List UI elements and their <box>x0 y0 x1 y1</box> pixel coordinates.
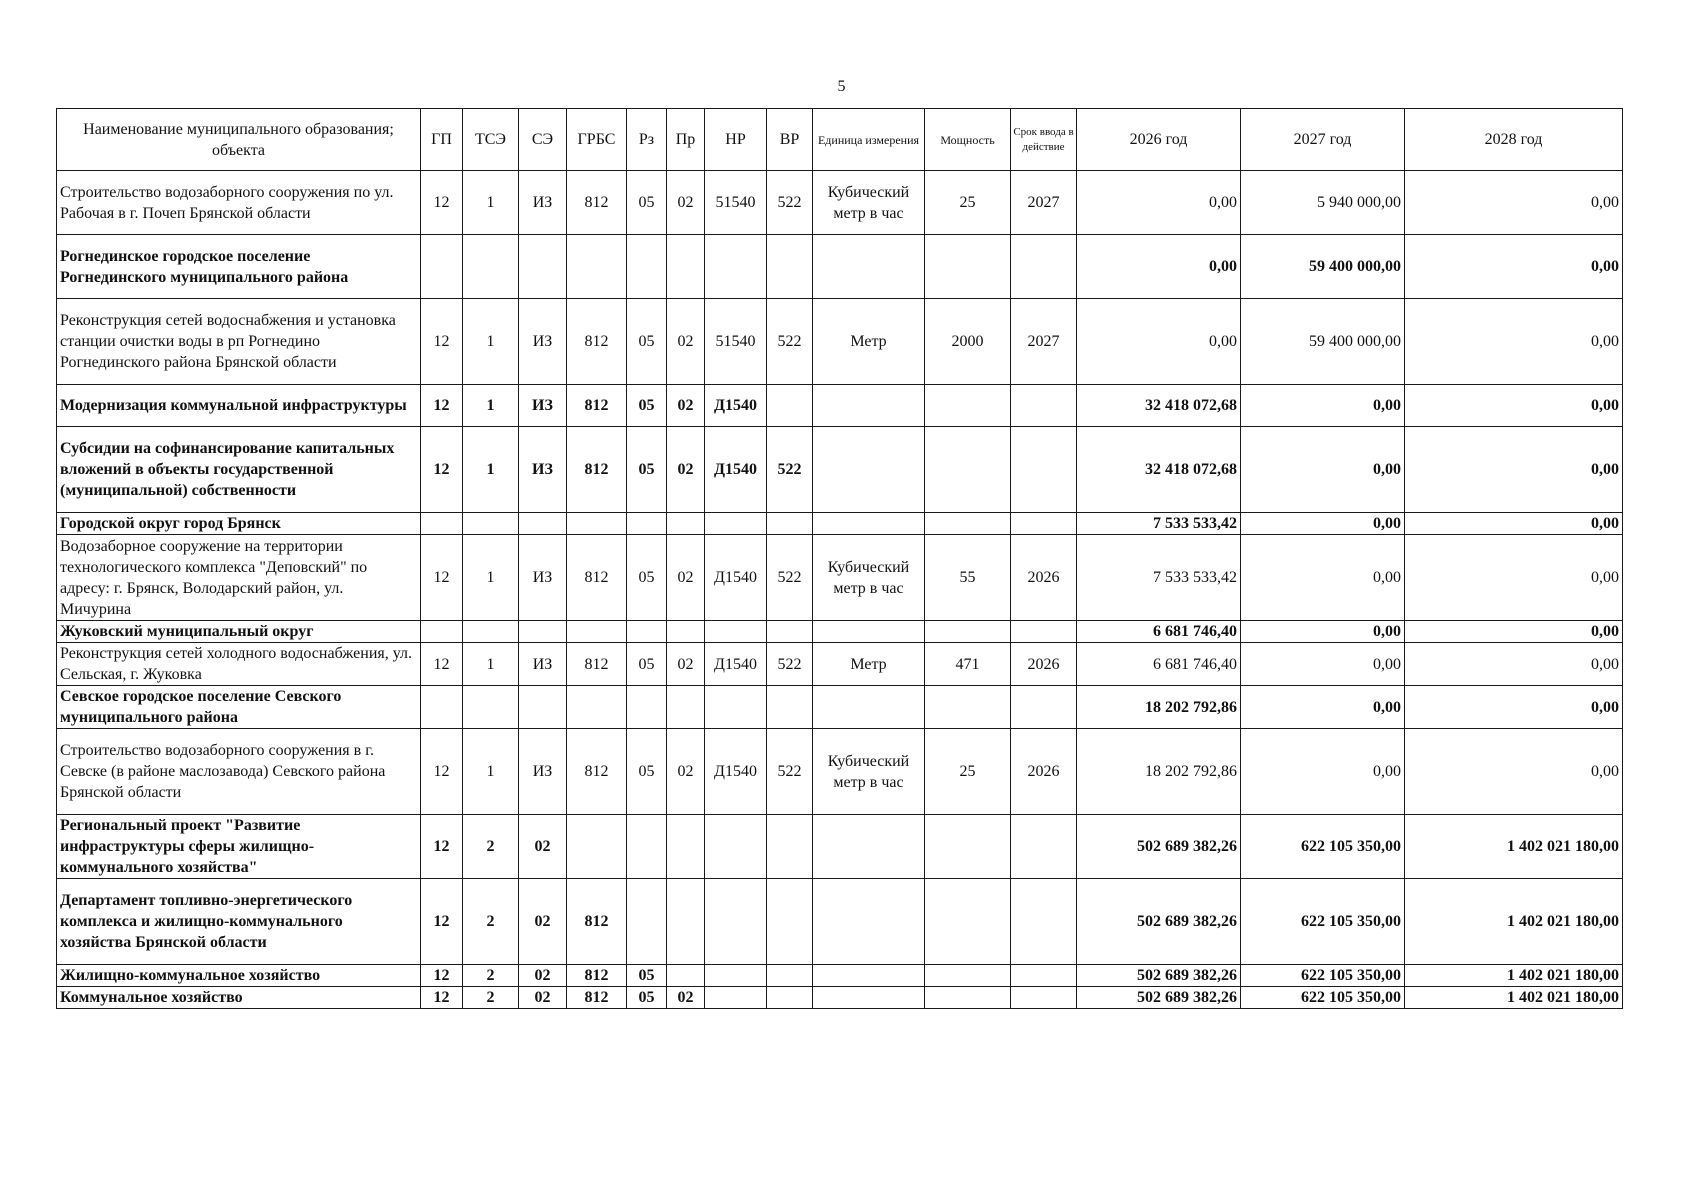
cell-tse: 2 <box>463 987 519 1009</box>
cell-grbs <box>567 513 627 535</box>
cell-tse: 1 <box>463 729 519 815</box>
cell-tse: 1 <box>463 171 519 235</box>
cell-nr <box>705 965 767 987</box>
cell-se: 02 <box>519 879 567 965</box>
cell-amount-2027: 622 105 350,00 <box>1241 987 1405 1009</box>
header-vr: ВР <box>767 109 813 171</box>
table-row <box>57 299 1623 385</box>
cell-amount-2028: 1 402 021 180,00 <box>1405 879 1623 965</box>
cell-pr <box>667 815 705 879</box>
cell-grbs <box>567 621 627 643</box>
cell-rz: 05 <box>627 299 667 385</box>
table-row <box>57 513 1623 535</box>
cell-gp: 12 <box>421 643 463 686</box>
cell-amount-2028: 0,00 <box>1405 621 1623 643</box>
cell-tse <box>463 235 519 299</box>
cell-grbs: 812 <box>567 879 627 965</box>
cell-commissioning <box>1011 879 1077 965</box>
table-header-row <box>57 109 1623 171</box>
cell-amount-2027: 622 105 350,00 <box>1241 879 1405 965</box>
cell-vr <box>767 621 813 643</box>
cell-nr <box>705 815 767 879</box>
cell-amount-2027: 0,00 <box>1241 729 1405 815</box>
cell-name: Севское городское поселение Севского муниципального района <box>57 686 421 729</box>
cell-pr <box>667 513 705 535</box>
cell-rz: 05 <box>627 427 667 513</box>
cell-commissioning <box>1011 965 1077 987</box>
cell-se: ИЗ <box>519 299 567 385</box>
cell-name: Строительство водозаборного сооружения в г. Севске (в районе маслозавода) Севского района Брянской области <box>57 729 421 815</box>
cell-tse <box>463 621 519 643</box>
cell-name: Региональный проект "Развитие инфраструктуры сферы жилищно-коммунального хозяйства" <box>57 815 421 879</box>
cell-se: ИЗ <box>519 385 567 427</box>
cell-commissioning <box>1011 427 1077 513</box>
table-body <box>57 171 1623 1009</box>
cell-commissioning <box>1011 686 1077 729</box>
table-row <box>57 643 1623 686</box>
cell-commissioning: 2026 <box>1011 729 1077 815</box>
header-gp: ГП <box>421 109 463 171</box>
cell-unit <box>813 879 925 965</box>
cell-name: Модернизация коммунальной инфраструктуры <box>57 385 421 427</box>
page-number: 5 <box>837 78 846 95</box>
cell-amount-2028: 0,00 <box>1405 299 1623 385</box>
cell-commissioning: 2027 <box>1011 171 1077 235</box>
cell-unit <box>813 427 925 513</box>
header-pr: Пр <box>667 109 705 171</box>
cell-pr <box>667 621 705 643</box>
cell-tse: 1 <box>463 385 519 427</box>
cell-capacity: 25 <box>925 729 1011 815</box>
cell-se: ИЗ <box>519 427 567 513</box>
cell-grbs <box>567 235 627 299</box>
cell-se: 02 <box>519 965 567 987</box>
cell-tse: 1 <box>463 427 519 513</box>
cell-vr <box>767 987 813 1009</box>
header-2028: 2028 год <box>1405 109 1623 171</box>
cell-rz <box>627 815 667 879</box>
cell-se: ИЗ <box>519 729 567 815</box>
cell-nr: Д1540 <box>705 427 767 513</box>
cell-nr <box>705 879 767 965</box>
cell-grbs <box>567 686 627 729</box>
cell-commissioning <box>1011 815 1077 879</box>
cell-rz <box>627 879 667 965</box>
cell-commissioning <box>1011 621 1077 643</box>
cell-tse: 2 <box>463 965 519 987</box>
cell-amount-2027: 622 105 350,00 <box>1241 965 1405 987</box>
cell-amount-2026: 0,00 <box>1077 235 1241 299</box>
cell-se: ИЗ <box>519 643 567 686</box>
cell-vr: 522 <box>767 427 813 513</box>
cell-pr: 02 <box>667 171 705 235</box>
cell-grbs: 812 <box>567 729 627 815</box>
cell-name: Строительство водозаборного сооружения по ул. Рабочая в г. Почеп Брянской области <box>57 171 421 235</box>
cell-capacity <box>925 427 1011 513</box>
cell-grbs: 812 <box>567 965 627 987</box>
table-row <box>57 815 1623 879</box>
cell-pr: 02 <box>667 299 705 385</box>
cell-amount-2027: 59 400 000,00 <box>1241 235 1405 299</box>
cell-gp <box>421 513 463 535</box>
cell-commissioning: 2026 <box>1011 535 1077 621</box>
cell-pr: 02 <box>667 987 705 1009</box>
cell-vr: 522 <box>767 643 813 686</box>
cell-unit: Кубический метр в час <box>813 729 925 815</box>
cell-grbs: 812 <box>567 299 627 385</box>
cell-name: Департамент топливно-энергетического комплекса и жилищно-коммунального хозяйства Брянской области <box>57 879 421 965</box>
cell-grbs: 812 <box>567 643 627 686</box>
cell-nr <box>705 235 767 299</box>
cell-pr: 02 <box>667 643 705 686</box>
cell-nr <box>705 513 767 535</box>
cell-vr <box>767 965 813 987</box>
header-se: СЭ <box>519 109 567 171</box>
cell-commissioning <box>1011 987 1077 1009</box>
cell-amount-2027: 5 940 000,00 <box>1241 171 1405 235</box>
cell-unit <box>813 815 925 879</box>
cell-capacity: 471 <box>925 643 1011 686</box>
cell-nr: Д1540 <box>705 385 767 427</box>
cell-tse: 1 <box>463 535 519 621</box>
cell-tse: 1 <box>463 299 519 385</box>
cell-vr <box>767 235 813 299</box>
cell-name: Коммунальное хозяйство <box>57 987 421 1009</box>
cell-nr: Д1540 <box>705 729 767 815</box>
cell-amount-2026: 502 689 382,26 <box>1077 987 1241 1009</box>
cell-commissioning: 2027 <box>1011 299 1077 385</box>
cell-pr: 02 <box>667 385 705 427</box>
cell-nr <box>705 621 767 643</box>
cell-unit <box>813 965 925 987</box>
cell-unit: Метр <box>813 643 925 686</box>
cell-rz <box>627 686 667 729</box>
cell-amount-2026: 0,00 <box>1077 171 1241 235</box>
cell-gp: 12 <box>421 535 463 621</box>
cell-vr <box>767 385 813 427</box>
table-row <box>57 171 1623 235</box>
cell-se: ИЗ <box>519 171 567 235</box>
table-row <box>57 385 1623 427</box>
cell-vr: 522 <box>767 729 813 815</box>
cell-pr: 02 <box>667 427 705 513</box>
cell-nr: 51540 <box>705 171 767 235</box>
table-row <box>57 621 1623 643</box>
cell-name: Жилищно-коммунальное хозяйство <box>57 965 421 987</box>
cell-tse: 2 <box>463 879 519 965</box>
cell-rz: 05 <box>627 643 667 686</box>
cell-unit <box>813 686 925 729</box>
cell-amount-2028: 0,00 <box>1405 427 1623 513</box>
cell-rz <box>627 235 667 299</box>
header-capacity: Мощность <box>925 109 1011 171</box>
cell-rz: 05 <box>627 729 667 815</box>
cell-rz <box>627 621 667 643</box>
cell-name: Жуковский муниципальный округ <box>57 621 421 643</box>
cell-pr <box>667 686 705 729</box>
cell-name: Рогнединское городское поселение Рогнединского муниципального района <box>57 235 421 299</box>
cell-grbs: 812 <box>567 987 627 1009</box>
cell-rz <box>627 513 667 535</box>
cell-se <box>519 686 567 729</box>
cell-commissioning: 2026 <box>1011 643 1077 686</box>
cell-vr <box>767 513 813 535</box>
cell-pr: 02 <box>667 535 705 621</box>
cell-unit <box>813 385 925 427</box>
cell-amount-2026: 502 689 382,26 <box>1077 815 1241 879</box>
cell-pr <box>667 965 705 987</box>
cell-gp <box>421 621 463 643</box>
cell-name: Реконструкция сетей водоснабжения и установка станции очистки воды в рп Рогнедино Рогнединского района Брянской области <box>57 299 421 385</box>
cell-capacity: 2000 <box>925 299 1011 385</box>
cell-amount-2028: 0,00 <box>1405 235 1623 299</box>
header-2027: 2027 год <box>1241 109 1405 171</box>
cell-amount-2028: 0,00 <box>1405 171 1623 235</box>
header-grbs: ГРБС <box>567 109 627 171</box>
cell-name: Городской округ город Брянск <box>57 513 421 535</box>
cell-se <box>519 621 567 643</box>
cell-commissioning <box>1011 385 1077 427</box>
cell-unit <box>813 987 925 1009</box>
cell-amount-2027: 0,00 <box>1241 686 1405 729</box>
cell-amount-2027: 0,00 <box>1241 621 1405 643</box>
cell-capacity <box>925 815 1011 879</box>
cell-amount-2027: 59 400 000,00 <box>1241 299 1405 385</box>
cell-se: 02 <box>519 987 567 1009</box>
cell-unit <box>813 235 925 299</box>
cell-grbs: 812 <box>567 385 627 427</box>
cell-se: 02 <box>519 815 567 879</box>
table-row <box>57 965 1623 987</box>
cell-amount-2026: 18 202 792,86 <box>1077 686 1241 729</box>
cell-vr: 522 <box>767 535 813 621</box>
table-row <box>57 235 1623 299</box>
cell-amount-2028: 0,00 <box>1405 513 1623 535</box>
cell-pr <box>667 235 705 299</box>
cell-nr <box>705 686 767 729</box>
cell-amount-2026: 32 418 072,68 <box>1077 427 1241 513</box>
cell-capacity <box>925 235 1011 299</box>
cell-amount-2028: 0,00 <box>1405 385 1623 427</box>
cell-name: Субсидии на софинансирование капитальных вложений в объекты государственной (муниципальной) собственности <box>57 427 421 513</box>
cell-amount-2026: 502 689 382,26 <box>1077 965 1241 987</box>
cell-tse: 2 <box>463 815 519 879</box>
cell-amount-2028: 0,00 <box>1405 643 1623 686</box>
cell-commissioning <box>1011 513 1077 535</box>
table-row <box>57 879 1623 965</box>
cell-amount-2027: 0,00 <box>1241 535 1405 621</box>
cell-rz: 05 <box>627 535 667 621</box>
cell-capacity: 55 <box>925 535 1011 621</box>
cell-grbs: 812 <box>567 535 627 621</box>
cell-amount-2027: 0,00 <box>1241 513 1405 535</box>
table-row <box>57 427 1623 513</box>
cell-amount-2026: 32 418 072,68 <box>1077 385 1241 427</box>
cell-rz: 05 <box>627 987 667 1009</box>
cell-vr <box>767 879 813 965</box>
cell-capacity <box>925 385 1011 427</box>
cell-unit: Метр <box>813 299 925 385</box>
table-row <box>57 729 1623 815</box>
cell-amount-2026: 18 202 792,86 <box>1077 729 1241 815</box>
cell-rz: 05 <box>627 385 667 427</box>
header-unit: Единица измерения <box>813 109 925 171</box>
cell-pr <box>667 879 705 965</box>
table-row <box>57 987 1623 1009</box>
cell-gp: 12 <box>421 987 463 1009</box>
cell-nr: Д1540 <box>705 643 767 686</box>
cell-amount-2028: 1 402 021 180,00 <box>1405 965 1623 987</box>
cell-se: ИЗ <box>519 535 567 621</box>
cell-name: Водозаборное сооружение на территории технологического комплекса "Деповский" по адресу: г. Брянск, Володарский район, ул. Мичурина <box>57 535 421 621</box>
cell-amount-2027: 0,00 <box>1241 385 1405 427</box>
cell-capacity <box>925 621 1011 643</box>
cell-amount-2026: 6 681 746,40 <box>1077 621 1241 643</box>
header-name: Наименование муниципального образования; объекта <box>57 109 421 171</box>
cell-unit: Кубический метр в час <box>813 171 925 235</box>
cell-gp: 12 <box>421 815 463 879</box>
cell-capacity <box>925 686 1011 729</box>
cell-gp: 12 <box>421 427 463 513</box>
cell-amount-2027: 0,00 <box>1241 643 1405 686</box>
budget-table <box>56 108 1623 1009</box>
cell-grbs: 812 <box>567 427 627 513</box>
cell-vr: 522 <box>767 171 813 235</box>
cell-amount-2026: 7 533 533,42 <box>1077 535 1241 621</box>
cell-tse <box>463 513 519 535</box>
table-row <box>57 535 1623 621</box>
cell-capacity <box>925 965 1011 987</box>
cell-commissioning <box>1011 235 1077 299</box>
cell-capacity: 25 <box>925 171 1011 235</box>
header-tse: ТСЭ <box>463 109 519 171</box>
cell-nr: Д1540 <box>705 535 767 621</box>
cell-amount-2026: 0,00 <box>1077 299 1241 385</box>
cell-amount-2026: 6 681 746,40 <box>1077 643 1241 686</box>
cell-amount-2028: 1 402 021 180,00 <box>1405 815 1623 879</box>
cell-amount-2026: 502 689 382,26 <box>1077 879 1241 965</box>
cell-tse: 1 <box>463 643 519 686</box>
cell-gp <box>421 235 463 299</box>
cell-tse <box>463 686 519 729</box>
cell-amount-2028: 1 402 021 180,00 <box>1405 987 1623 1009</box>
cell-gp: 12 <box>421 299 463 385</box>
cell-unit <box>813 513 925 535</box>
cell-amount-2028: 0,00 <box>1405 535 1623 621</box>
cell-gp: 12 <box>421 171 463 235</box>
cell-se <box>519 235 567 299</box>
header-nr: НР <box>705 109 767 171</box>
cell-name: Реконструкция сетей холодного водоснабжения, ул. Сельская, г. Жуковка <box>57 643 421 686</box>
cell-rz: 05 <box>627 965 667 987</box>
cell-capacity <box>925 513 1011 535</box>
cell-capacity <box>925 987 1011 1009</box>
cell-amount-2028: 0,00 <box>1405 686 1623 729</box>
cell-gp: 12 <box>421 879 463 965</box>
cell-grbs: 812 <box>567 171 627 235</box>
cell-gp: 12 <box>421 965 463 987</box>
cell-amount-2027: 622 105 350,00 <box>1241 815 1405 879</box>
cell-gp <box>421 686 463 729</box>
cell-amount-2028: 0,00 <box>1405 729 1623 815</box>
cell-vr <box>767 686 813 729</box>
cell-gp: 12 <box>421 729 463 815</box>
cell-amount-2026: 7 533 533,42 <box>1077 513 1241 535</box>
cell-rz: 05 <box>627 171 667 235</box>
header-rz: Рз <box>627 109 667 171</box>
cell-unit: Кубический метр в час <box>813 535 925 621</box>
cell-nr: 51540 <box>705 299 767 385</box>
cell-capacity <box>925 879 1011 965</box>
header-2026: 2026 год <box>1077 109 1241 171</box>
cell-vr: 522 <box>767 299 813 385</box>
cell-nr <box>705 987 767 1009</box>
cell-se <box>519 513 567 535</box>
cell-vr <box>767 815 813 879</box>
cell-gp: 12 <box>421 385 463 427</box>
cell-pr: 02 <box>667 729 705 815</box>
cell-grbs <box>567 815 627 879</box>
table-row <box>57 686 1623 729</box>
cell-amount-2027: 0,00 <box>1241 427 1405 513</box>
cell-unit <box>813 621 925 643</box>
header-commissioning: Срок ввода в действие <box>1011 109 1077 171</box>
